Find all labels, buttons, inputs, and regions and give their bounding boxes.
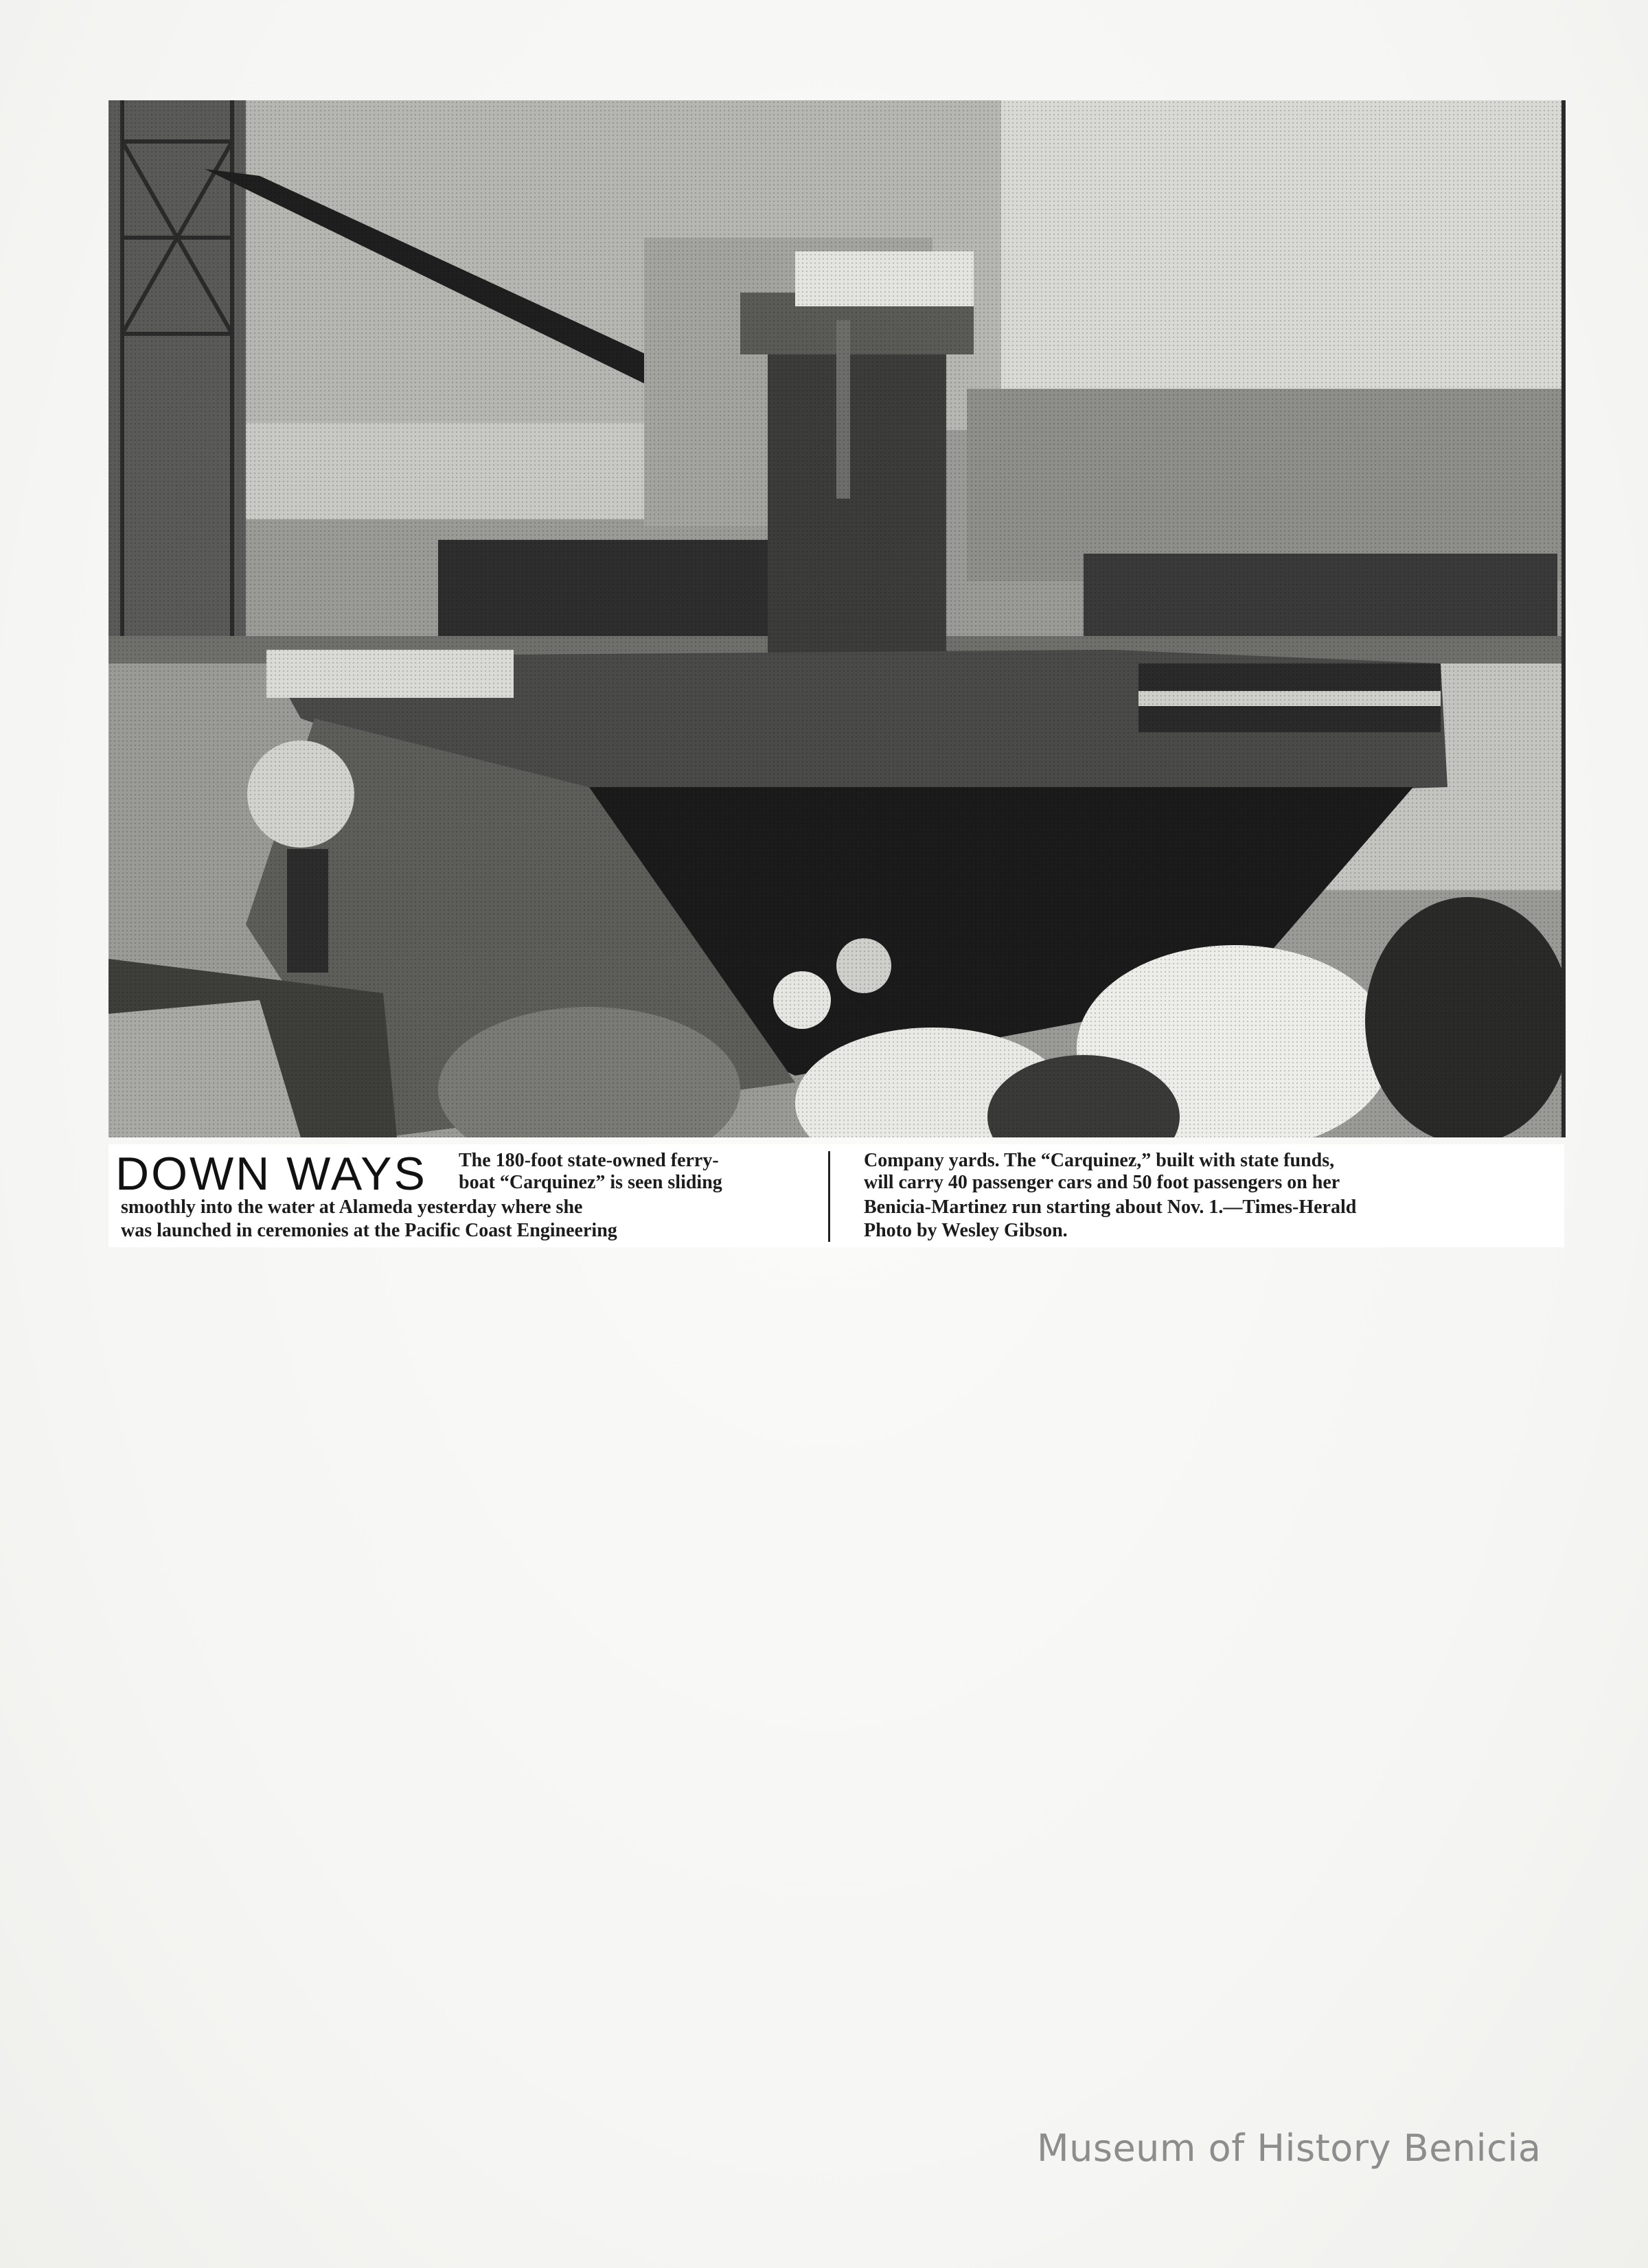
caption-headline: DOWN WAYS bbox=[115, 1148, 427, 1200]
caption-left-column bbox=[115, 1144, 802, 1247]
caption-line: Photo by Wesley Gibson. bbox=[864, 1220, 1068, 1241]
newspaper-clipping bbox=[108, 100, 1564, 1254]
photo-illustration bbox=[108, 100, 1561, 1137]
caption-line: boat “Carquinez” is seen sliding bbox=[459, 1172, 722, 1193]
caption-line: was launched in ceremonies at the Pacific Coast Engineering bbox=[121, 1220, 617, 1241]
caption-line: Company yards. The “Carquinez,” built with state funds, bbox=[864, 1150, 1335, 1171]
caption-line: will carry 40 passenger cars and 50 foot passengers on her bbox=[864, 1172, 1340, 1193]
museum-watermark: Museum of History Benicia bbox=[1037, 2127, 1542, 2170]
ferry-launch-photo bbox=[108, 100, 1566, 1137]
caption-line: Benicia-Martinez run starting about Nov. 1.—Times-Herald bbox=[864, 1197, 1357, 1218]
photo-caption bbox=[108, 1144, 1564, 1247]
caption-line: The 180-foot state-owned ferry- bbox=[459, 1150, 719, 1171]
caption-line: smoothly into the water at Alameda yesterday where she bbox=[121, 1197, 583, 1218]
caption-column-divider bbox=[828, 1151, 830, 1242]
caption-right-column bbox=[864, 1144, 1557, 1247]
